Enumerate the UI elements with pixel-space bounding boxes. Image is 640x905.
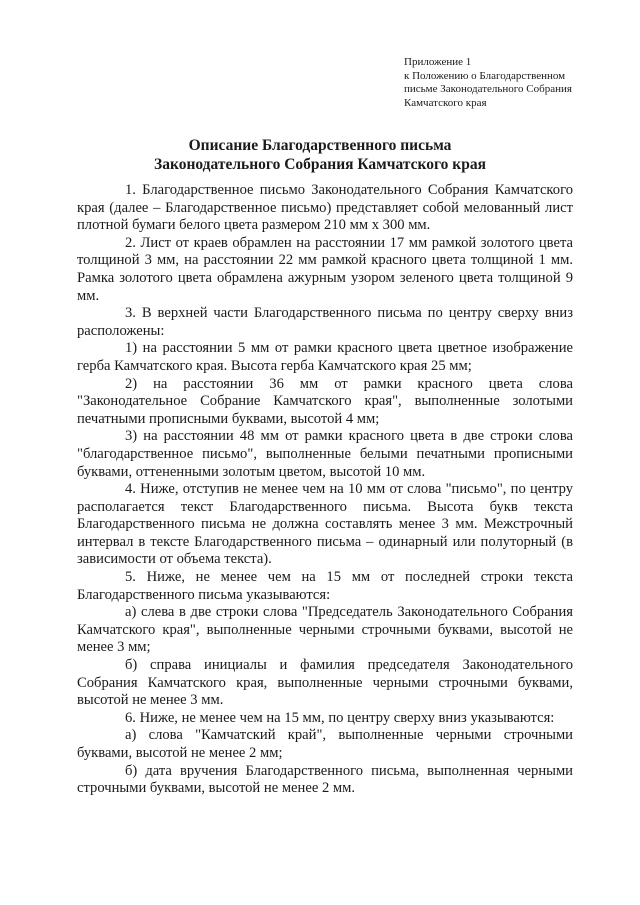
paragraph: 3) на расстоянии 48 мм от рамки красного цвета в две строки слова "благодарственное письмо", выполненные белыми печатными прописными буквами, оттененными золотым цветом, высотой 10 мм.	[77, 428, 573, 480]
appendix-note	[404, 56, 604, 110]
appendix-line: Приложение 1	[404, 56, 472, 68]
paragraph: 2) на расстоянии 36 мм от рамки красного цвета слова "Законодательное Собрание Камчатского края", выполненные золотыми печатными прописными буквами, высотой 4 мм;	[77, 375, 573, 427]
document-title	[0, 136, 640, 174]
paragraph: 4. Ниже, отступив не менее чем на 10 мм от слова "письмо", по центру располагается текст Благодарственного письма. Высота букв текста Благодарственного письма не должна составлять менее 3 мм. Межстрочный интервал в тексте Благодарственного письма – одинарный или полуторный (в зависимости от объема текста).	[77, 481, 573, 568]
paragraph: 5. Ниже, не менее чем на 15 мм от последней строки текста Благодарственного письма указываются:	[77, 569, 573, 603]
paragraph: 1) на расстоянии 5 мм от рамки красного цвета цветное изображение герба Камчатского края. Высота герба Камчатского края 25 мм;	[77, 340, 573, 374]
paragraph: 6. Ниже, не менее чем на 15 мм, по центру сверху вниз указываются:	[125, 709, 555, 726]
paragraph: 3. В верхней части Благодарственного письма по центру сверху вниз расположены:	[77, 305, 573, 339]
title-line: Описание Благодарственного письма	[188, 137, 452, 154]
paragraph: б) справа инициалы и фамилия председателя Законодательного Собрания Камчатского края, выполненные черными строчными буквами, высотой не менее 3 мм.	[77, 657, 573, 709]
title-line: Законодательного Собрания Камчатского края	[154, 156, 486, 173]
paragraph: а) слова "Камчатский край", выполненные черными строчными буквами, высотой не менее 2 мм;	[77, 727, 573, 761]
paragraph: 1. Благодарственное письмо Законодательного Собрания Камчатского края (далее – Благодарственное письмо) представляет собой мелованный лист плотной бумаги белого цвета размером 210 мм х 300 мм.	[77, 182, 573, 234]
paragraph: б) дата вручения Благодарственного письма, выполненная черными строчными буквами, высотой не менее 2 мм.	[77, 762, 573, 797]
appendix-line: Камчатского края	[404, 96, 487, 109]
paragraph: а) слева в две строки слова "Председатель Законодательного Собрания Камчатского края", выполненные черными строчными буквами, высотой не менее 3 мм;	[77, 604, 573, 656]
appendix-line: к Положению о Благодарственном	[404, 69, 566, 82]
appendix-line: письме Законодательного Собрания	[404, 83, 572, 95]
paragraph: 2. Лист от краев обрамлен на расстоянии 17 мм рамкой золотого цвета толщиной 3 мм, на расстоянии 22 мм рамкой красного цвета толщиной 1 мм. Рамка золотого цвета обрамлена ажурным узором зеленого цвета толщиной 9 мм.	[77, 234, 573, 304]
document-body	[77, 182, 573, 798]
